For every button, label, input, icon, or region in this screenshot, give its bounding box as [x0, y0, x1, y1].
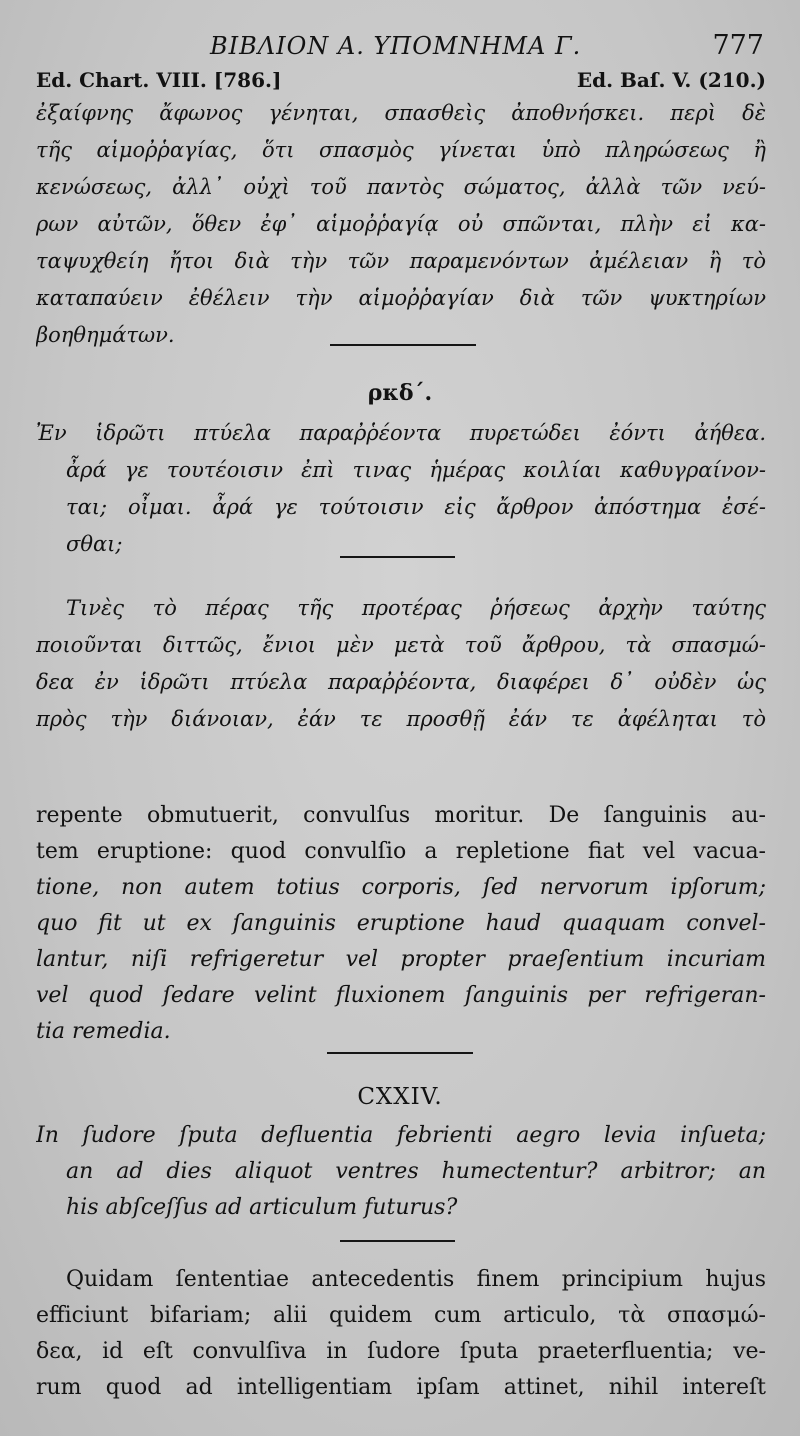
text-line: In ſudore ſputa defluentia febrienti aegro levia inſueta;	[36, 1123, 766, 1148]
text-line: δεα, id eſt convulſiva in ſudore ſputa praeterfluentia; ve-	[36, 1339, 766, 1364]
text-line: tione, non autem totius corporis, ſed nervorum ipſorum;	[36, 875, 766, 900]
latin-commentary	[36, 1262, 766, 1406]
text-line: tia remedia.	[36, 1019, 171, 1044]
edition-chartier-ref: Ed. Chart. VIII. [786.]	[36, 68, 282, 92]
text-line: rum quod ad intelligentiam ipſam attinet, nihil intereſt	[36, 1375, 766, 1400]
edition-basel-ref: Ed. Baſ. V. (210.)	[576, 68, 766, 92]
text-line: an ad dies aliquot ventres humectentur? arbitror; an	[66, 1159, 766, 1184]
latin-aphorism	[36, 1118, 766, 1226]
edition-reference-line	[36, 68, 766, 96]
greek-section-number: ρκδ΄.	[367, 380, 433, 406]
text-line: tem eruptione: quod convulſio a repletione fiat vel vacua-	[36, 839, 766, 864]
text-line: βοηθημάτων.	[36, 323, 175, 347]
running-title: ΒΙΒΛΙΟΝ Α. ΥΠΟΜΝΗΜΑ Γ.	[210, 32, 582, 60]
text-line: σθαι;	[66, 532, 123, 556]
greek-aphorism	[36, 415, 766, 563]
text-line: quo fit ut ex ſanguinis eruptione haud quaquam convel-	[36, 911, 766, 936]
text-line: ρων αὐτῶν, ὅθεν ἐφ᾽ αἱμοῤῥαγίᾳ οὐ σπῶνται, πλὴν εἰ κα-	[36, 212, 766, 236]
latin-paragraph-continuation	[36, 798, 766, 1050]
text-line: efficiunt bifariam; alii quidem cum articulo, τὰ σπασμώ-	[36, 1303, 766, 1328]
text-line: his abſceſſus ad articulum futurus?	[66, 1195, 458, 1220]
section-divider-rule	[340, 556, 455, 558]
greek-paragraph-continuation	[36, 95, 766, 354]
text-line: πρὸς τὴν διάνοιαν, ἐάν τε προσθῇ ἐάν τε ἀφέληται τὸ	[36, 707, 766, 731]
text-line: ἐξαίφνης ἄφωνος γένηται, σπασθεὶς ἀποθνήσκει. περὶ δὲ	[36, 101, 766, 125]
section-divider-rule	[327, 1052, 473, 1054]
text-line: Quidam ſententiae antecedentis finem principium hujus	[66, 1267, 766, 1292]
latin-section-number: CXXIV.	[357, 1084, 443, 1110]
text-line: τῆς αἱμοῤῥαγίας, ὅτι σπασμὸς γίνεται ὑπὸ πληρώσεως ἢ	[36, 138, 766, 162]
text-line: ἆρά γε τουτέοισιν ἐπὶ τινας ἡμέρας κοιλίαι καθυγραίνον-	[66, 458, 766, 482]
text-line: vel quod ſedare velint fluxionem ſanguinis per refrigeran-	[36, 983, 766, 1008]
text-line: ποιοῦνται διττῶς, ἔνιοι μὲν μετὰ τοῦ ἄρθρου, τὰ σπασμώ-	[36, 633, 766, 657]
text-line: καταπαύειν ἐθέλειν τὴν αἱμοῤῥαγίαν διὰ τῶν ψυκτηρίων	[36, 286, 766, 310]
text-line: Ἐν ἱδρῶτι πτύελα παραῤῥέοντα πυρετώδει ἐόντι ἀήθεα.	[36, 421, 766, 445]
text-line: lantur, niſi refrigeretur vel propter praeſentium incuriam	[36, 947, 766, 972]
text-line: κενώσεως, ἀλλ᾽ οὐχὶ τοῦ παντὸς σώματος, ἀλλὰ τῶν νεύ-	[36, 175, 766, 199]
section-divider-rule	[330, 344, 476, 346]
text-line: Τινὲς τὸ πέρας τῆς προτέρας ῥήσεως ἀρχὴν ταύτης	[66, 596, 766, 620]
section-divider-rule	[340, 1240, 455, 1242]
text-line: ται; οἶμαι. ἆρά γε τούτοισιν εἰς ἄρθρον ἀπόστημα ἐσέ-	[66, 495, 766, 519]
text-line: ταψυχθείη ἤτοι διὰ τὴν τῶν παραμενόντων ἀμέλειαν ἢ τὸ	[36, 249, 766, 273]
text-line: repente obmutuerit, convulſus moritur. De ſanguinis au-	[36, 803, 766, 828]
greek-commentary	[36, 590, 766, 738]
running-head	[0, 30, 800, 66]
page-number: 777	[712, 30, 764, 61]
text-line: δεα ἐν ἱδρῶτι πτύελα παραῤῥέοντα, διαφέρει δ᾽ οὐδὲν ὡς	[36, 670, 766, 694]
